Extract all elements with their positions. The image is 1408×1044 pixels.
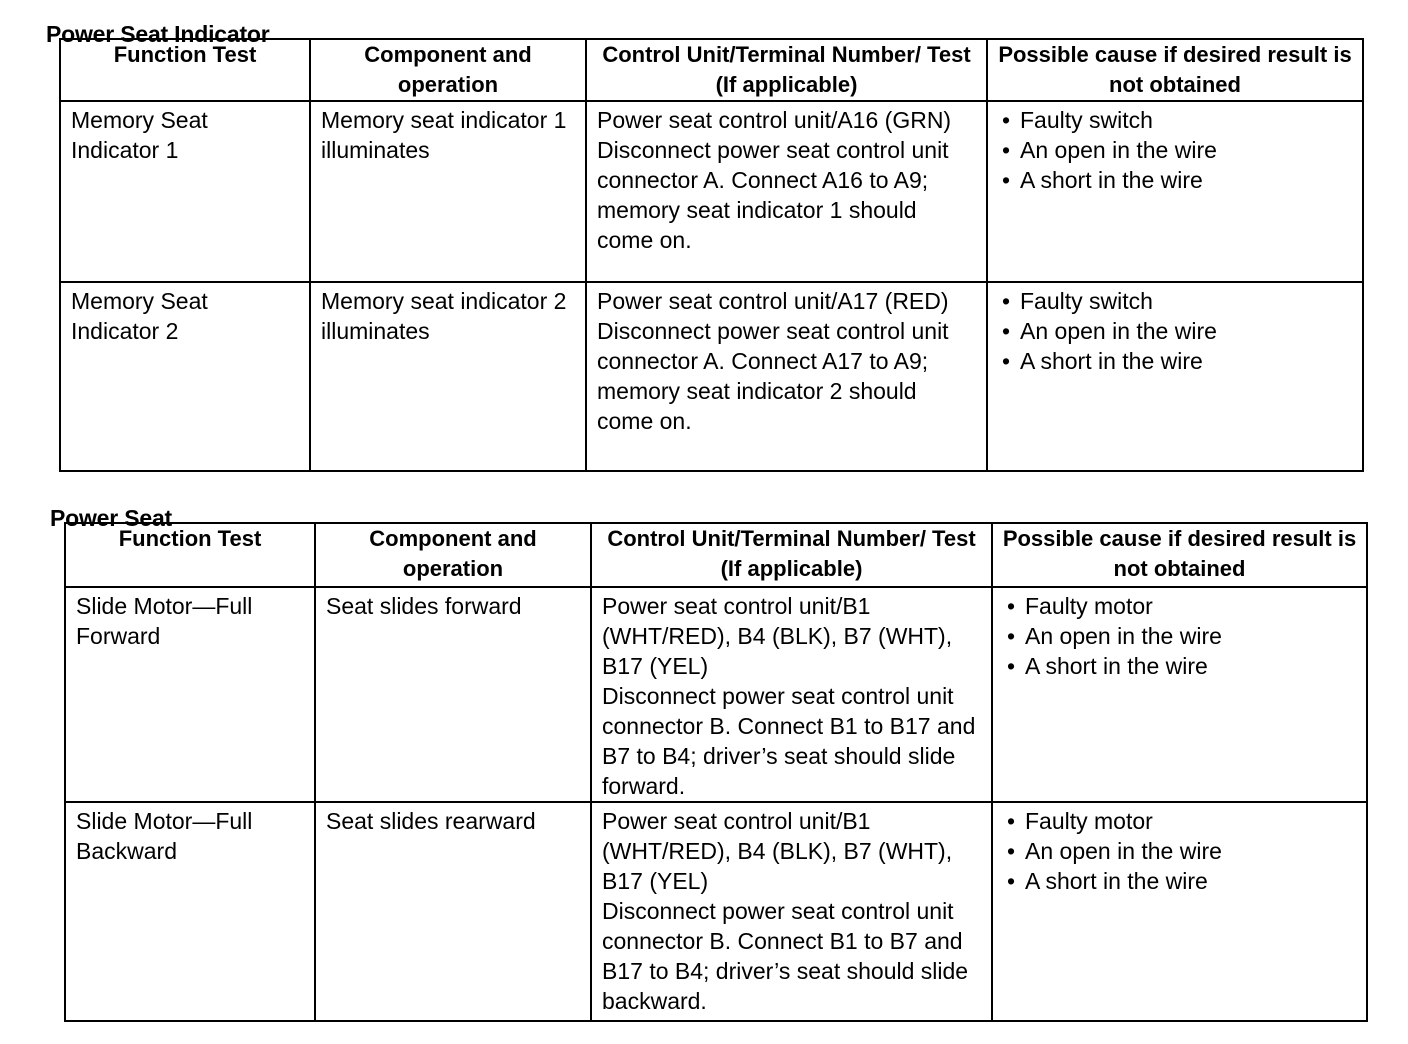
cell-control-unit: Power seat control unit/A16 (GRN) Disconnect power seat control unit connector A. Connect A16 to A9; memory seat indicator 1 should come on. bbox=[586, 101, 987, 282]
section-title-power-seat: Power Seat bbox=[50, 505, 172, 531]
header-control-unit: Control Unit/Terminal Number/ Test (If applicable) bbox=[591, 523, 992, 587]
cell-component: Seat slides rearward bbox=[315, 802, 591, 1021]
cell-component: Memory seat indicator 1 illuminates bbox=[310, 101, 586, 282]
causes-list bbox=[998, 286, 1352, 376]
table-header-row bbox=[65, 523, 1367, 587]
cause-item: • An open in the wire bbox=[998, 316, 1352, 346]
cause-item: • Faulty motor bbox=[1003, 591, 1356, 621]
cell-function-test: Memory Seat Indicator 1 bbox=[60, 101, 310, 282]
section-title-power-seat-indicator: Power Seat Indicator bbox=[46, 21, 270, 47]
power-seat-indicator-table bbox=[59, 38, 1364, 472]
cell-causes bbox=[992, 802, 1367, 1021]
cell-function-test: Slide Motor—Full Forward bbox=[65, 587, 315, 802]
cause-item: • Faulty switch bbox=[998, 105, 1352, 135]
header-function-test: Function Test bbox=[65, 523, 315, 587]
cause-item: • A short in the wire bbox=[998, 346, 1352, 376]
header-function-test: Function Test bbox=[60, 39, 310, 101]
causes-list bbox=[998, 105, 1352, 195]
cell-control-unit: Power seat control unit/A17 (RED) Disconnect power seat control unit connector A. Connect A17 to A9; memory seat indicator 2 should come on. bbox=[586, 282, 987, 471]
cell-causes bbox=[987, 101, 1363, 282]
cell-control-unit: Power seat control unit/B1 (WHT/RED), B4 (BLK), B7 (WHT), B17 (YEL) Disconnect power seat control unit connector B. Connect B1 to B17 and B7 to B4; driver’s seat should slide forward. bbox=[591, 587, 992, 802]
cell-component: Seat slides forward bbox=[315, 587, 591, 802]
cause-item: • A short in the wire bbox=[1003, 651, 1356, 681]
cell-function-test: Slide Motor—Full Backward bbox=[65, 802, 315, 1021]
cell-component: Memory seat indicator 2 illuminates bbox=[310, 282, 586, 471]
cause-item: • An open in the wire bbox=[1003, 621, 1356, 651]
cell-control-unit: Power seat control unit/B1 (WHT/RED), B4 (BLK), B7 (WHT), B17 (YEL) Disconnect power seat control unit connector B. Connect B1 to B7 and B17 to B4; driver’s seat should slide backward. bbox=[591, 802, 992, 1021]
header-possible-cause: Possible cause if desired result is not obtained bbox=[992, 523, 1367, 587]
table-row bbox=[60, 101, 1363, 282]
table-row bbox=[60, 282, 1363, 471]
cause-item: • A short in the wire bbox=[1003, 866, 1356, 896]
cause-item: • A short in the wire bbox=[998, 165, 1352, 195]
cell-function-test: Memory Seat Indicator 2 bbox=[60, 282, 310, 471]
header-possible-cause: Possible cause if desired result is not obtained bbox=[987, 39, 1363, 101]
cause-item: • An open in the wire bbox=[1003, 836, 1356, 866]
cell-causes bbox=[987, 282, 1363, 471]
header-component-operation: Component and operation bbox=[315, 523, 591, 587]
table-header-row bbox=[60, 39, 1363, 101]
table-row bbox=[65, 802, 1367, 1021]
cause-item: • Faulty switch bbox=[998, 286, 1352, 316]
table-row bbox=[65, 587, 1367, 802]
header-control-unit: Control Unit/Terminal Number/ Test (If applicable) bbox=[586, 39, 987, 101]
causes-list bbox=[1003, 806, 1356, 896]
power-seat-table bbox=[64, 522, 1368, 1022]
cause-item: • Faulty motor bbox=[1003, 806, 1356, 836]
causes-list bbox=[1003, 591, 1356, 681]
cause-item: • An open in the wire bbox=[998, 135, 1352, 165]
cell-causes bbox=[992, 587, 1367, 802]
header-component-operation: Component and operation bbox=[310, 39, 586, 101]
